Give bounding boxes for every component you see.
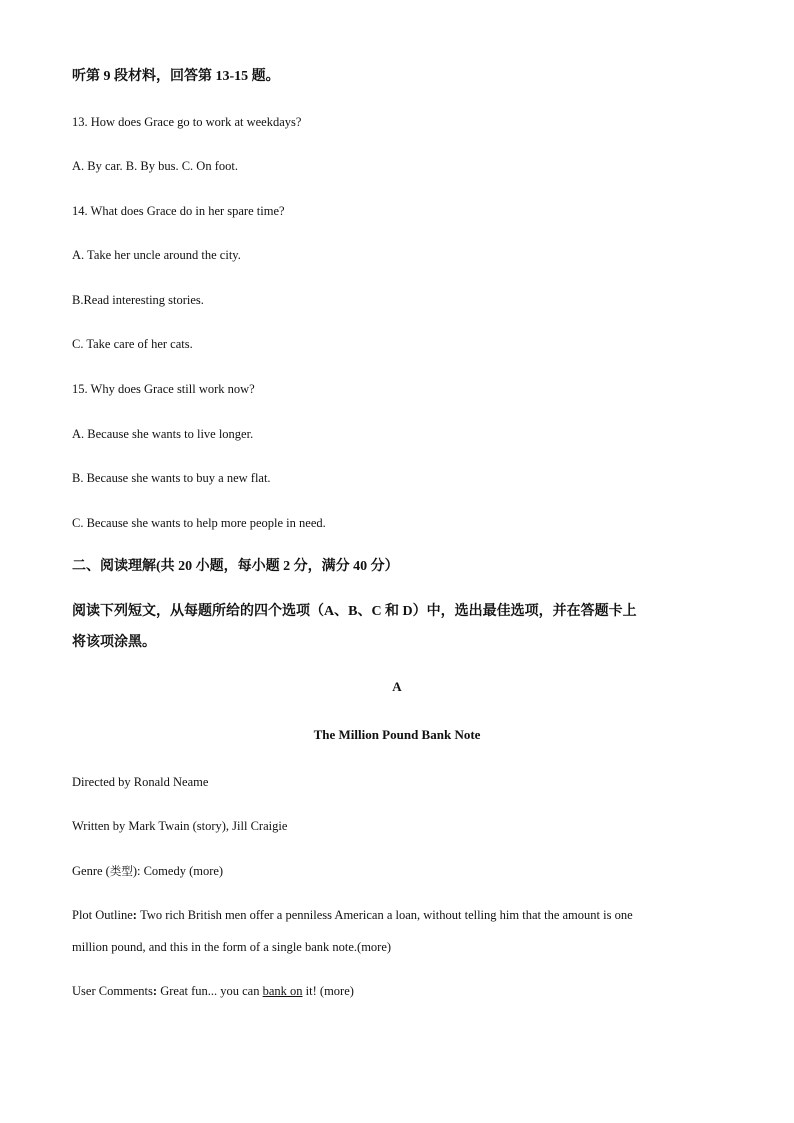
question-13-options: A. By car. B. By bus. C. On foot.: [72, 159, 238, 173]
written-by: Written by Mark Twain (story), Jill Craigie: [72, 819, 288, 833]
directed-by: Directed by Ronald Neame: [72, 775, 209, 789]
question-13-stem: 13. How does Grace go to work at weekdays?: [72, 115, 302, 129]
genre-line: [72, 863, 223, 879]
user-comments-before: Great fun... you can: [160, 984, 263, 998]
plot-outline-colon: :: [132, 908, 141, 922]
section9-heading: 听第 9 段材料，回答第 13-15 题。: [72, 69, 280, 84]
question-14-stem: 14. What does Grace do in her spare time?: [72, 204, 285, 218]
question-14-option-a: A. Take her uncle around the city.: [72, 248, 241, 262]
question-15-option-b: B. Because she wants to buy a new flat.: [72, 471, 271, 485]
question-14-option-b: B.Read interesting stories.: [72, 293, 204, 307]
user-comments-line: [72, 983, 354, 999]
question-14-option-c: C. Take care of her cats.: [72, 337, 193, 351]
question-15-option-c: C. Because she wants to help more people in need.: [72, 516, 326, 530]
user-comments-label: User Comments: [72, 984, 153, 998]
question-15-stem: 15. Why does Grace still work now?: [72, 382, 255, 396]
instruction-line-1: 阅读下列短文，从每题所给的四个选项（A、B、C 和 D）中，选出最佳选项，并在答题卡上: [72, 604, 637, 619]
passage-title: The Million Pound Bank Note: [313, 727, 481, 742]
user-comments-underlined: bank on: [262, 984, 303, 998]
user-comments-colon: :: [152, 984, 161, 998]
instruction-line-2: 将该项涂黑。: [72, 635, 156, 650]
plot-outline-line-1: [72, 907, 633, 923]
plot-outline-label: Plot Outline: [72, 908, 133, 922]
question-15-option-a: A. Because she wants to live longer.: [72, 427, 254, 441]
plot-outline-line-2: million pound, and this in the form of a single bank note.(more): [72, 940, 392, 954]
part2-heading: 二、阅读理解(共 20 小题，每小题 2 分，满分 40 分）: [72, 559, 399, 574]
user-comments-after: it! (more): [302, 984, 354, 998]
genre-suffix: ): Comedy (more): [132, 864, 224, 878]
passage-label: A: [392, 679, 402, 694]
plot-outline-text-1: Two rich British men offer a penniless American a loan, without telling him that the amount is one: [140, 908, 633, 922]
genre-prefix: Genre (: [72, 864, 110, 878]
genre-chinese: 类型: [109, 864, 133, 878]
